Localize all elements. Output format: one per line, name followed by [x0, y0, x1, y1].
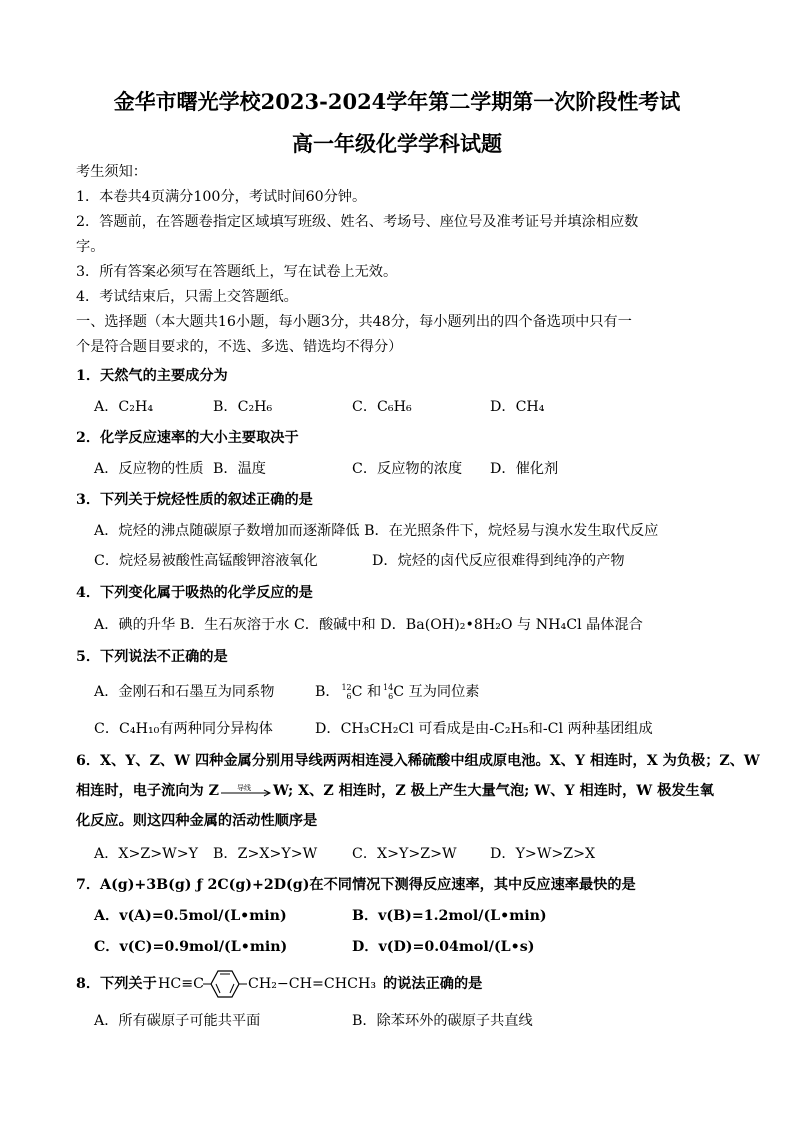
notice-item: 字。: [76, 239, 105, 255]
q8-option-b: B．除苯环外的碳原子共直线: [352, 1013, 533, 1029]
q5-option-a: A．金刚石和石墨互为同系物: [94, 684, 275, 700]
q5-option-c: C．C₄H₁₀有两种同分异构体: [94, 721, 273, 737]
q5-option-b-label: B．: [315, 684, 340, 700]
benzene-ring-icon: [203, 964, 247, 1004]
q3-option-d: D．烷烃的卤代反应很难得到纯净的产物: [372, 553, 625, 569]
q6-option-b: B．Z>X>Y>W: [213, 846, 318, 862]
question-5-stem: 5．下列说法不正确的是: [76, 649, 228, 665]
q7-option-d: D．v(D)=0.04mol/(L•s): [352, 939, 535, 955]
q2-option-c: C．反应物的浓度: [352, 461, 463, 477]
question-6-stem-cont: 化反应。则这四种金属的活动性顺序是: [76, 813, 318, 829]
question-8-stem-pre: 8．下列关于: [76, 976, 157, 992]
notice-item: 3．所有答案必须写在答题纸上，写在试卷上无效。: [76, 264, 398, 280]
notice-item: 1．本卷共4页满分100分，考试时间60分钟。: [76, 189, 367, 205]
q2-option-b: B．温度: [213, 461, 266, 477]
q7-option-b: B．v(B)=1.2mol/(L•min): [352, 908, 547, 924]
isotope-notation: 14 6: [383, 683, 394, 701]
q3-option-c: C．烷烃易被酸性高锰酸钾溶液氧化: [94, 553, 318, 569]
isotope-notation: 12 6: [341, 683, 352, 701]
question-1-stem: 1．天然气的主要成分为: [76, 368, 228, 384]
q2-option-d: D．催化剂: [490, 461, 559, 477]
question-6-stem: 6．X、Y、Z、W 四种金属分别用导线两两相连浸入稀硫酸中组成原电池。X、Y 相连时，X 为负极；Z、W: [76, 753, 760, 769]
notice-item: 4．考试结束后，只需上交答题纸。: [76, 289, 298, 305]
question-2-stem: 2．化学反应速率的大小主要取决于: [76, 430, 299, 446]
q1-option-b: B．C₂H₆: [213, 399, 273, 415]
question-4-stem: 4．下列变化属于吸热的化学反应的是: [76, 585, 313, 601]
exam-subtitle: 高一年级化学学科试题: [292, 131, 502, 156]
q6-option-c: C．X>Y>Z>W: [352, 846, 457, 862]
notice-item: 2．答题前，在答题卷指定区域填写班级、姓名、考场号、座位号及准考证号并填涂相应数: [76, 214, 639, 230]
q1-option-c: C．C₆H₆: [352, 399, 412, 415]
structure-left-group: HC≡C: [158, 976, 204, 992]
exam-title: 金华市曙光学校2023-2024学年第二学期第一次阶段性考试: [113, 89, 681, 114]
q6-option-d: D．Y>W>Z>X: [490, 846, 596, 862]
q5-option-b: B． 12 6 C 和 14 6 C 互为同位素: [315, 683, 480, 701]
q1-option-a: A．C₂H₄: [94, 399, 154, 415]
question-6-stem-cont: 相连时，电子流向为 Z 导线 W; X、Z 相连时，Z 极上产生大量气泡; W、Y 相连时，W 极发生氧: [76, 783, 714, 799]
q5-option-d: D．CH₃CH₂Cl 可看成是由-C₂H₅和-Cl 两种基团组成: [315, 721, 653, 737]
notice-heading: 考生须知：: [76, 164, 147, 180]
section-heading: 一、选择题（本大题共16小题，每小题3分，共48分，每小题列出的四个备选项中只有一: [76, 314, 632, 330]
question-3-stem: 3．下列关于烷烃性质的叙述正确的是: [76, 492, 313, 508]
q7-option-c: C．v(C)=0.9mol/(L•min): [94, 939, 288, 955]
question-7-stem: 7．A(g)+3B(g) ƒ 2C(g)+2D(g)在不同情况下测得反应速率，其中反应速率最快的是: [76, 877, 636, 893]
section-heading-cont: 个是符合题目要求的，不选、多选、错选均不得分）: [76, 339, 403, 355]
q7-option-a: A．v(A)=0.5mol/(L•min): [94, 908, 287, 924]
q6-option-a: A．X>Z>W>Y: [94, 846, 199, 862]
q1-option-d: D．CH₄: [490, 399, 545, 415]
structure-right-group: CH₂−CH=CHCH₃: [248, 976, 377, 992]
q8-option-a: A．所有碳原子可能共平面: [94, 1013, 261, 1029]
q2-option-a: A．反应物的性质: [94, 461, 204, 477]
electron-flow-arrow: 导线: [219, 783, 273, 799]
q3-option-ab: A．烷烃的沸点随碳原子数增加而逐渐降低 B．在光照条件下，烷烃易与溴水发生取代反应: [94, 523, 659, 539]
q4-options: A．碘的升华 B．生石灰溶于水 C．酸碱中和 D．Ba(OH)₂•8H₂O 与 NH₄Cl 晶体混合: [94, 617, 643, 633]
question-8-stem-post: 的说法正确的是: [383, 976, 483, 992]
